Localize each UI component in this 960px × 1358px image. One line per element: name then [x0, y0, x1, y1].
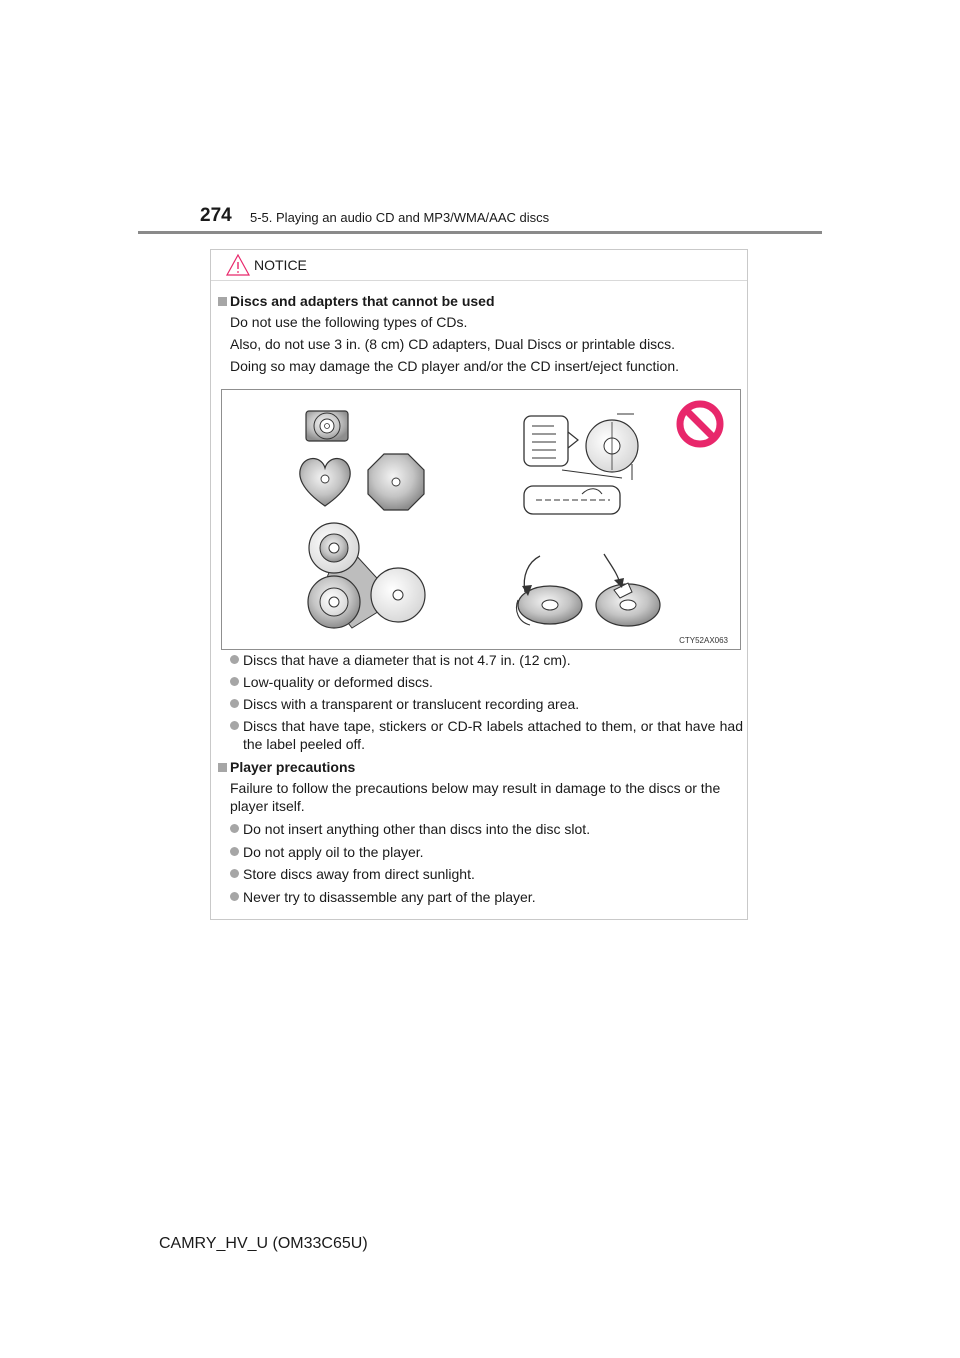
body-line: Do not use the following types of CDs.: [230, 314, 468, 330]
bullet-dot: [230, 699, 239, 708]
page-header: [138, 200, 822, 234]
bullet-item: Store discs away from direct sunlight.: [243, 866, 475, 882]
notice-header: [211, 250, 747, 281]
bullet-dot: [230, 721, 239, 730]
body-line: Also, do not use 3 in. (8 cm) CD adapters, Dual Discs or printable discs.: [230, 336, 676, 352]
bullet-item: Do not insert anything other than discs into the disc slot.: [243, 821, 591, 837]
bullet-item: Discs that have tape, stickers or CD-R labels attached to them, or that have had the label peeled off.: [243, 718, 743, 752]
prohibition-icon: [680, 404, 720, 444]
bullet-dot: [230, 655, 239, 664]
body-line: Doing so may damage the CD player and/or the CD insert/eject function.: [230, 358, 680, 374]
bullet-dot: [230, 677, 239, 686]
bullet-item: Do not apply oil to the player.: [243, 844, 424, 860]
body-paragraph: Failure to follow the precautions below may result in damage to the discs or the player itself.: [230, 780, 721, 814]
disc-illustration: [221, 389, 741, 650]
section-marker: [218, 763, 227, 772]
figure-code: CTY52AX063: [679, 636, 728, 645]
header-rule: [138, 231, 822, 234]
bullet-item: Discs that have a diameter that is not 4.7 in. (12 cm).: [243, 652, 571, 668]
notice-label: NOTICE: [254, 257, 307, 273]
bullet-dot: [230, 824, 239, 833]
section-heading-discs: Discs and adapters that cannot be used: [230, 293, 495, 309]
page-number: 274: [200, 205, 232, 226]
notice-box: [210, 249, 748, 920]
disc-illustration-art: [222, 390, 740, 649]
warning-triangle-icon: [225, 253, 251, 277]
section-title: 5-5. Playing an audio CD and MP3/WMA/AAC discs: [250, 210, 550, 225]
bullet-item: Never try to disassemble any part of the player.: [243, 889, 536, 905]
bullet-item: Low-quality or deformed discs.: [243, 674, 433, 690]
bullet-item: Discs with a transparent or translucent recording area.: [243, 696, 580, 712]
bullet-dot: [230, 847, 239, 856]
bullet-dot: [230, 892, 239, 901]
footer-model-code: CAMRY_HV_U (OM33C65U): [159, 1235, 368, 1252]
section-heading-player: Player precautions: [230, 759, 356, 775]
section-marker: [218, 297, 227, 306]
bullet-dot: [230, 869, 239, 878]
